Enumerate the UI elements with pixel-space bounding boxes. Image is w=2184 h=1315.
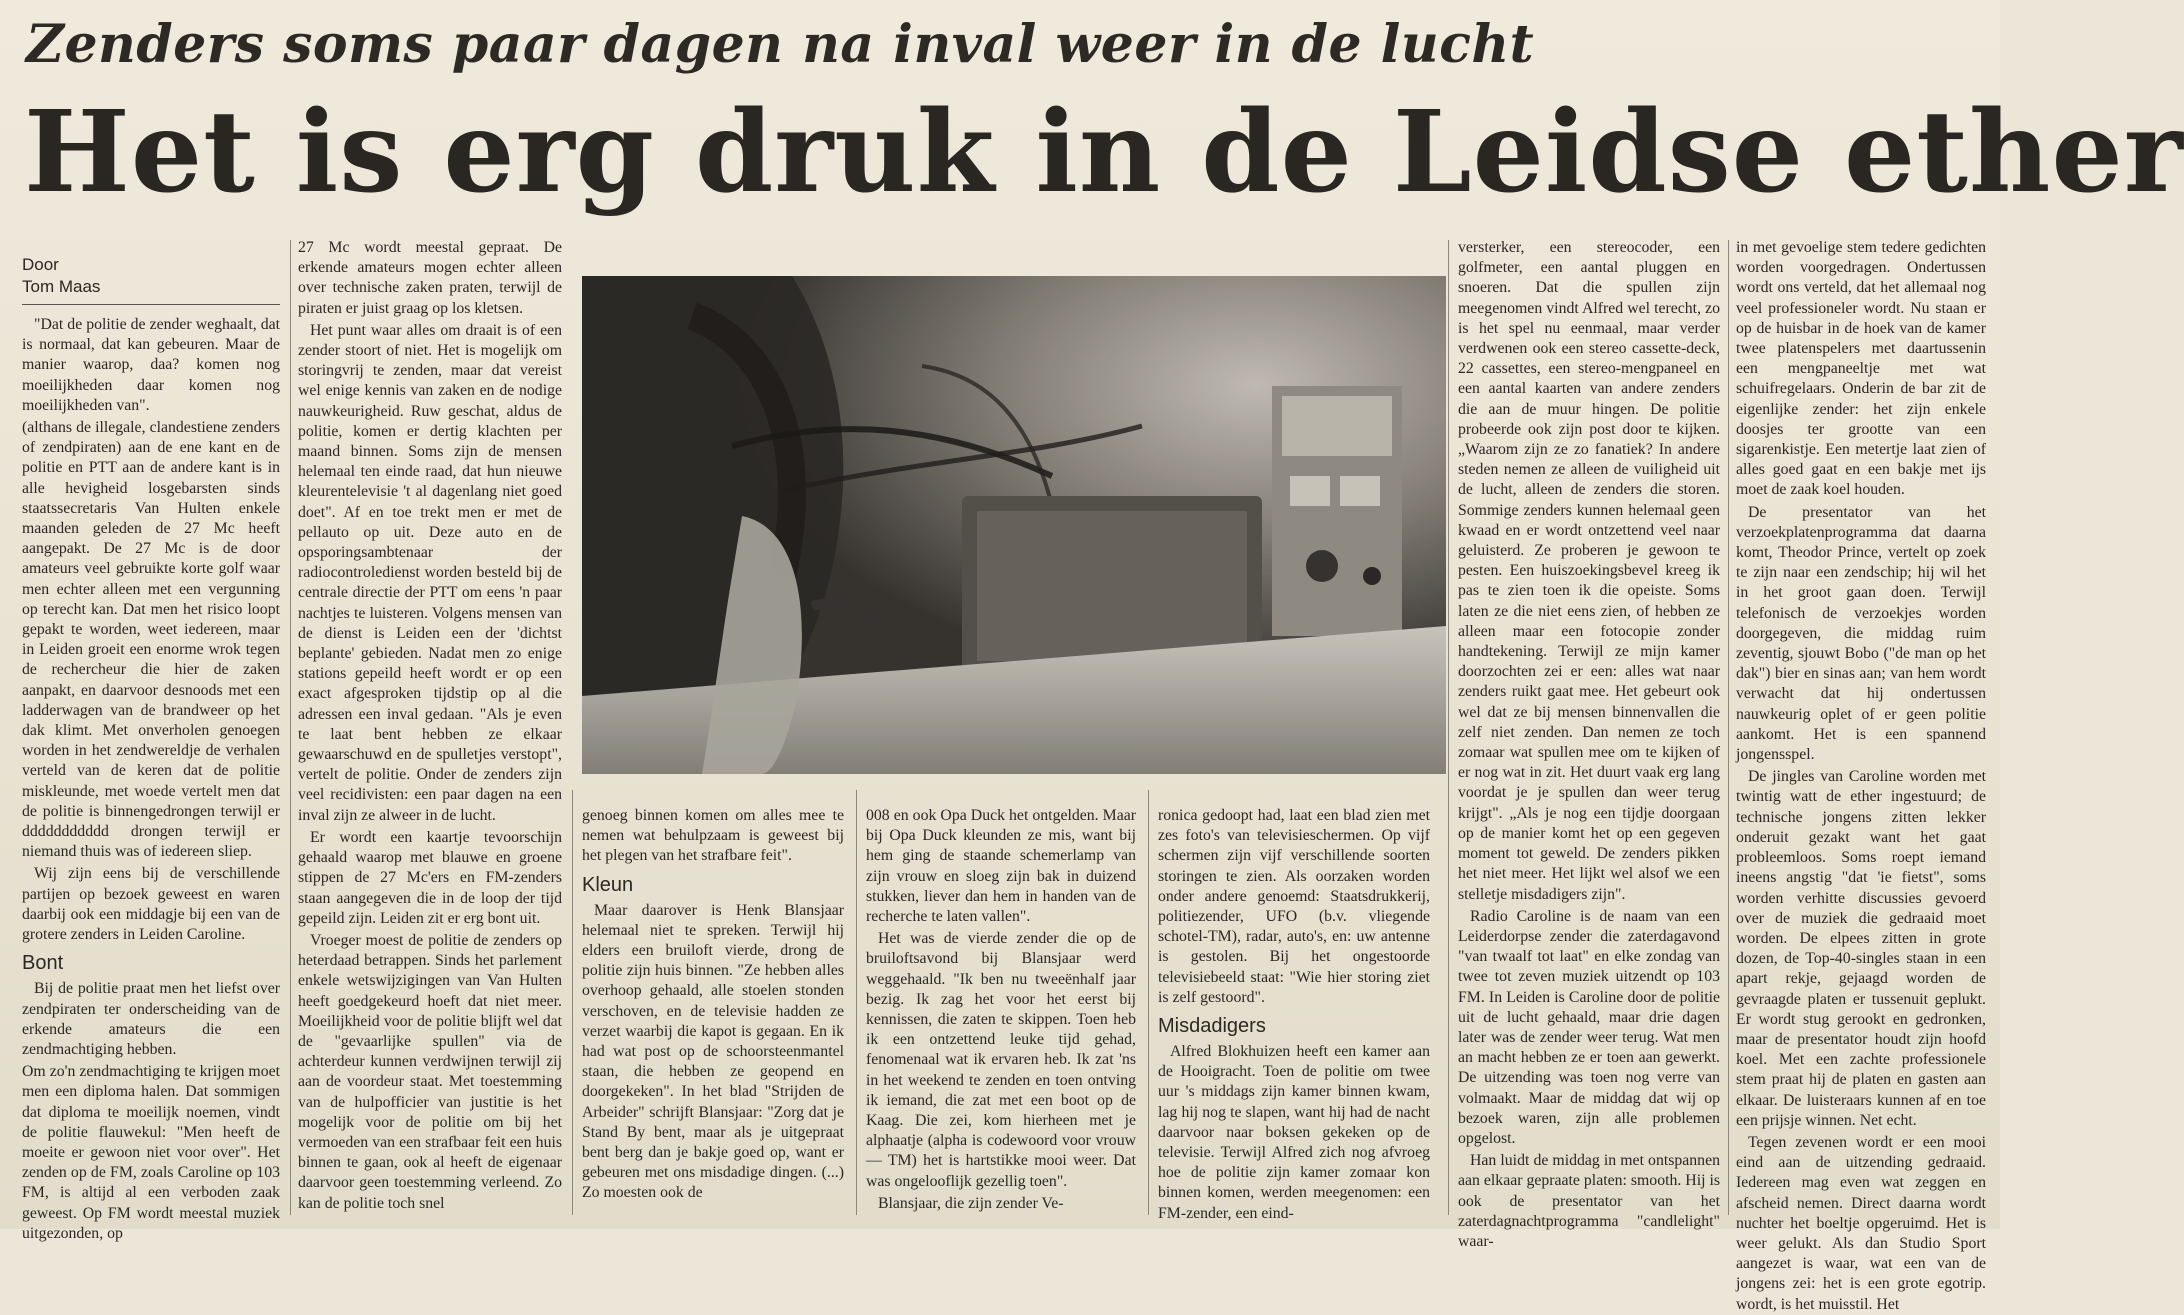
paragraph: Bij de politie praat men het liefst over zendpiraten ter onderscheiding van de erkende amateurs die een zendmachtiging hebben. xyxy=(22,980,280,1058)
paragraph: Er wordt een kaartje tevoorschijn gehaald waarop met blauwe en groene stippen de 27 Mc'ers en FM-zenders staan aangegeven die in de loop der tijd gepeild zijn. Leiden zit er erg bont uit. xyxy=(298,828,562,927)
paragraph: Het punt waar alles om draait is of een zender stoort of niet. Het is mogelijk om storingvrij te zenden, maar dat vereist wel enige kennis van zaken en de nodige nauwkeurigheid. Ruw geschat, aldus de politie, komen er dertig klachten per maand binnen. Soms zijn de mensen helemaal ten einde raad, dat hun nieuwe kleurentelevisie 't al dagenlang niet goed doet". Af en toe trekt men er met de pellauto op uit. Deze auto en de opsporingsambtenaar der radiocontroledienst worden besteld bij de centrale directie der PTT om eens 'n paar nachtjes te luisteren. Volgens mensen van de dienst is Leiden een der 'dichtst beplante' gebieden. Nadat men zo enige stations gepeild heeft wordt er op een exact afgesproken tijdstip op al die adressen een inval gedaan. "Als je even te laat bent hebben ze elkaar gewaarschuwd en de spulletjes verstopt", vertelt de politie. Onder de zenders zijn veel recidivisten: een paar dagen na een inval zijn ze alweer in de lucht. xyxy=(298,321,562,824)
paragraph: Het was de vierde zender die op de bruiloftsavond bij Blansjaar werd weggehaald. "Ik ben nu tweeënhalf jaar bezig. Ik zag het voor het eerst bij kennissen, die zaten te skippen. Toen heb ik een ontzettend leuke tijd gehad, fenomenaal wat ik ervaren heb. Ik zat 'ns in het weekend te zenden en toen ontving ik iemand, die zat met een boot op de Kaag. Die zei, kom hierheen met je alphaatje (alpha is codewoord voor vrouw — TM) het is hartstikke mooi weer. Dat was ongelooflijk gezellig toen". xyxy=(866,930,1136,1190)
column-rule xyxy=(1728,240,1729,1215)
article-headline: Het is erg druk in de Leidse ether xyxy=(24,87,2184,218)
article-photo xyxy=(582,276,1446,774)
column-rule xyxy=(290,240,291,1215)
column-rule xyxy=(856,790,857,1215)
paragraph: 008 en ook Opa Duck het ontgelden. Maar bij Opa Duck kleunden ze mis, want bij hem ging de staande schemerlamp van zijn vrouw en sloeg zijn bak in duizend stukken, liever dan hem in handen van de recherche te laten vallen". xyxy=(866,807,1136,926)
column-rule xyxy=(1448,240,1449,1215)
paragraph: 27 Mc wordt meestal gepraat. De erkende amateurs mogen echter alleen over technische zaken praten, terwijl de piraten er juist graag op los kletsen. xyxy=(298,239,562,317)
paragraph: ronica gedoopt had, laat een blad zien met zes foto's van televisieschermen. Op vijf schermen zijn vijf verschillende soorten storingen te zien. Als oorzaken worden onder andere genoemd: Staatsdrukkerij, politiezender, UFO (b.v. vliegende schotel-TM), radar, auto's, en: uw antenne is gestolen. Bij het ongestoorde televisiebeeld staat: "Wie hier storing ziet is zelf gestoord". xyxy=(1158,807,1430,1006)
byline-prefix: Door xyxy=(22,255,59,274)
paragraph: "Dat de politie de zender weghaalt, dat is normaal, dat kan gebeuren. Maar de manier waarop, daa? komen nog moeilijkheden daar komen nog moeilijkheden van". xyxy=(22,316,280,414)
column-2 xyxy=(298,238,562,1217)
paragraph: in met gevoelige stem tedere gedichten worden voorgedragen. Ondertussen wordt ons verteld, dat het allemaal nog veel professioneler wordt. Nu staan er op de huisbar in de hoek van de kamer twee platenspelers met daartussenin een mengpaneeltje met wat schuifregelaars. Onderin de bar zit de eigenlijke zender: het zijn enkele doosjes ter grootte van een sigarenkistje. Een metertje laat zien of alles goed gaat en een bakje met ijs moet de zaak koel houden. xyxy=(1736,239,1986,499)
column-4 xyxy=(866,806,1136,1217)
paragraph: Radio Caroline is de naam van een Leiderdorpse zender die zaterdagavond "van twaalf tot laat" en elke zondag van twee tot zeven muziek uitzendt op 103 FM. In Leiden is Caroline door de politie uit de lucht gehaald, maar drie dagen later was de zender weer terug. Wat men an macht hebben ze er toen aan gewerkt. De uitzending was toen nog verre van volmaakt. Maar de middag dat wij op bezoek waren, zijn alle problemen opgelost. xyxy=(1458,907,1720,1147)
paragraph: De presentator van het verzoekplatenprogramma dat daarna komt, Theodor Prince, vertelt op zoek te zijn naar een zendschip; hij wil het in het groot gaan doen. Terwijl telefonisch de verzoekjes worden doorgegeven, die middag ruim zeventig, sjouwt Bobo ("de man op het dak") bier en sinas aan; van hem wordt verwacht dat hij ondertussen nauwkeurig oplet of er geen politie aankomt. Het is een spannend jongensspel. xyxy=(1736,503,1986,764)
paragraph: Wij zijn eens bij de verschillende partijen op bezoek geweest en waren daarbij ook een middagje bij een van de grotere zenders in Leiden Caroline. xyxy=(22,865,280,944)
subheading-misdadigers: Misdadigers xyxy=(1158,1015,1266,1038)
paragraph: Han luidt de middag in met ontspannen aan elkaar gepraate platen: smooth. Hij is ook de presentator van het zaterdagnachtprogramma "candlelight" waar- xyxy=(1458,1152,1720,1250)
article-kicker: Zenders soms paar dagen na inval weer in de lucht xyxy=(26,14,1535,75)
paragraph: Blansjaar, die zijn zender Ve- xyxy=(878,1194,1064,1212)
subheading-kleun: Kleun xyxy=(582,873,634,896)
paragraph: De jingles van Caroline worden met twintig watt de ether ingestuurd; de technische jongens zitten lekker onderuit gezakt want het gaat probleemloos. Soms roept iemand ineens angstig "dat 'ie fietst", soms worden verhitte discussies gevoerd over de muziek die gedraaid moet worden. De elpees zitten in grote dozen, de Top-40-singles staan in een apart rekje, gejaagd worden de gevraagde platen er tussenuit geplukt. Er wordt stug gerookt en gedronken, maar de presentator houdt zijn hoofd koel. Met een zachte professionele stem praat hij de platen en gasten aan elkaar. De luisteraars kunnen af en toe een prijsje winnen. Net echt. xyxy=(1736,768,1986,1129)
column-7 xyxy=(1736,238,1986,1313)
column-3 xyxy=(582,806,844,1217)
paragraph: Om zo'n zendmachtiging te krijgen moet men een diploma halen. Dat sommigen dat diploma te moeilijk noemen, vindt de politie flauwekul: "Men heeft de moeite er gewoon niet voor over". Het zenden op de FM, zoals Caroline op 103 FM, is altijd al een verboden zaak geweest. Op FM wordt meestal muziek uitgezonden, op xyxy=(22,1063,280,1242)
paragraph: Alfred Blokhuizen heeft een kamer aan de Hooigracht. Toen de politie om twee uur 's middags zijn kamer binnen kwam, lag hij nog te slapen, want hij had de nacht daarvoor naar boksen gekeken op de televisie. Terwijl Alfred zich nog afvroeg hoe de politie zijn kamer zomaar kon binnen komen, werden meegenomen: een FM-zender, een eind- xyxy=(1158,1043,1430,1222)
paragraph: versterker, een stereocoder, een golfmeter, een aantal pluggen en snoeren. Dat die spullen zijn meegenomen vindt Alfred wel terecht, zo is het spel nu eenmaal, maar verder verdwenen ook een stereo cassette-deck, 22 cassettes, een stereo-mengpaneel en een aantal kaarten van andere zenders die aan de muur hingen. De politie probeerde ook zijn post door te kijken. „Waarom zijn ze zo fanatiek? In andere steden nemen ze alleen de vuiligheid uit de lucht, alleen de zenders die storen. Sommige zenders kunnen helemaal geen kwaad en er wordt ontzettend veel naar geluisterd. Ze proberen je gewoon te pesten. Een huiszoekingsbevel kreeg ik pas te zien toen ik die opeiste. Soms laten ze die niet eens zien, of hebben ze alleen maar een fotocopie zonder handtekening. Terwijl ze mijn kamer doorzochten zei er een: alles wat naar zenders ruikt gaat mee. Het gebeurt ook wel dat ze bij mensen binnenvallen die zelf niet zenden. Dan nemen ze toch zomaar wat spullen mee om te kijken of er nog wat in zit. Het duurt vaak erg lang voordat je je spullen dan weer terug krijgt". „Als je nog een tijdje doorgaan op de manier komt het op een gegeven moment tot geweld. De zenders pikken het niet meer. Het lijkt wel alsof we een stelletje misdadigers zijn". xyxy=(1458,239,1720,903)
paragraph: Tegen zevenen wordt er een mooi eind aan de uitzending gedraaid. Iedereen mag even wat zeggen en afscheid nemen. Direct daarna wordt nuchter het boeltje opgeruimd. Het is weer gelukt. Als dan Studio Sport aangezet is waar, wat een van de jongens zei: het is een grote egotrip. wordt, is het muisstil. Het xyxy=(1736,1133,1986,1313)
column-rule xyxy=(572,790,573,1215)
radio-equipment-photo xyxy=(582,276,1446,774)
column-1 xyxy=(22,238,280,1242)
subheading-bont: Bont xyxy=(22,952,64,975)
paragraph: (althans de illegale, clandestiene zenders of zendpiraten) aan de ene kant en de politie en PTT aan de andere kant is in alle hevigheid losgebarsten sinds staatssecretaris Van Hulten enkele maanden geleden de 27 Mc heeft aangepakt. De 27 Mc is de door amateurs veel gebruikte korte golf waar men echter alleen met een vergunning op terecht kan. Dat men het risico loopt gepakt te worden, weet iedereen, maar in Leiden groeit een enorme wrok tegen de rechercheur die hier de zaken aanpakt, en daarvoor desnoods met een ladderwagen van de brandweer op het dak klimt. Met onverholen genoegen worden in het zendwereldje de verhalen verteld van de keren dat de politie miskleunde, met woede vertelt men dat de politie is binnengedrongen terwijl er ddddddddddd drongen terwijl er niemand thuis was of iedereen sliep. xyxy=(22,419,280,861)
column-6 xyxy=(1458,238,1720,1250)
paragraph: Maar daarover is Henk Blansjaar helemaal niet te spreken. Terwijl hij elders een bruiloft vierde, drong de politie zijn huis binnen. "Ze hebben alles overhoop gehaald, alle stoelen stonden verschoven, en de televisie hadden ze verzet waarbij die kapot is gegaan. En ik had wat post op de schoorsteenmantel staan, die hebben ze geopend en doorgekeken". In het blad "Strijden de Arbeider" schrijft Blansjaar: "Zorg dat je Stand By bent, maar als je uitgepraat bent berg dan je bakje goed op, want er gebeuren met ons misdadige dingen. (...) Zo moesten ook de xyxy=(582,901,844,1202)
column-5 xyxy=(1158,806,1430,1222)
paragraph: genoeg binnen komen om alles mee te nemen wat behulpzaam is geweest bij het plegen van het strafbare feit". xyxy=(582,807,844,865)
column-rule xyxy=(1148,790,1149,1215)
paragraph: Vroeger moest de politie de zenders op heterdaad betrappen. Sinds het parlement enkele wetswijzigingen van Van Hulten heeft goedgekeurd hoeft dat niet meer. Moeilijkheid voor de politie blijft wel dat de "gevaarlijke spullen" via de achterdeur kunnen verdwijnen terwijl zij aan de voordeur staat. Met toestemming van de hulpofficier van justitie is het mogelijk voor de politie om bij het vermoeden van een strafbaar feit een huis binnen te gaan, ook al heeft de eigenaar daarvoor geen toestemming verleend. Zo kan de politie toch snel xyxy=(298,931,562,1212)
byline xyxy=(22,254,280,305)
byline-author: Tom Maas xyxy=(22,277,101,296)
